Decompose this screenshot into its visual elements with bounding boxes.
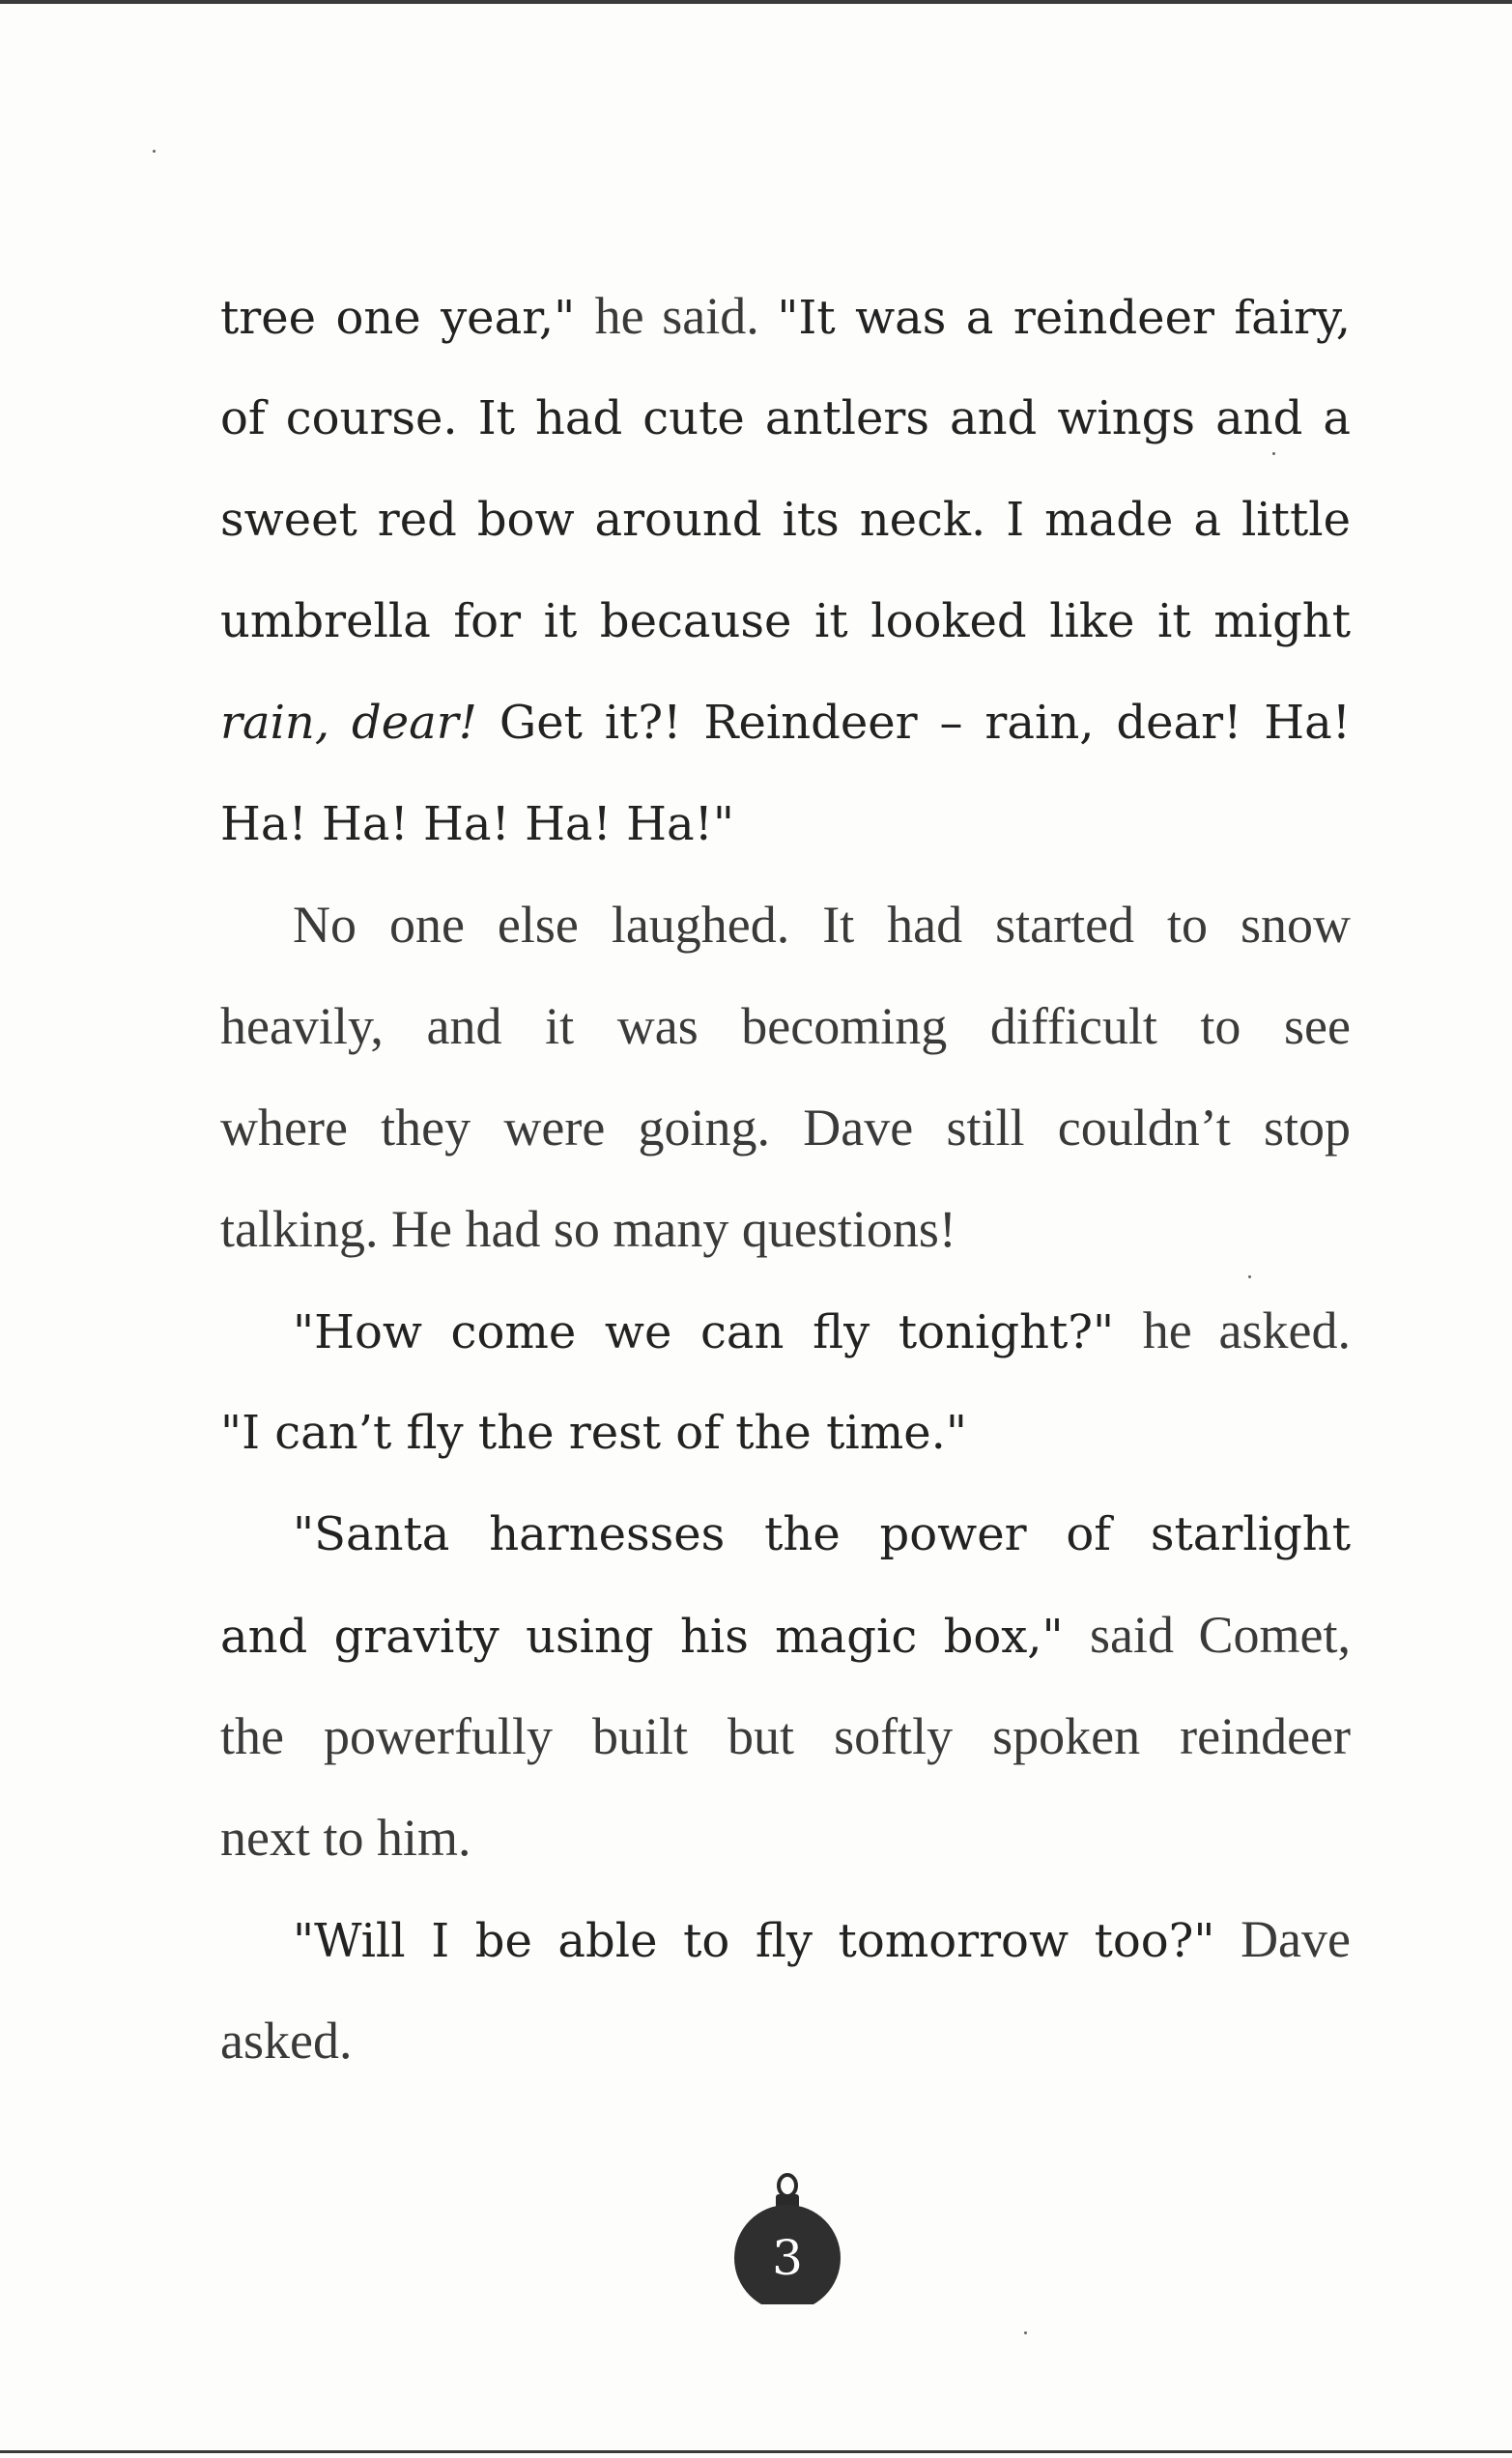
text-line <box>220 266 1351 367</box>
text-line <box>220 1585 1351 1686</box>
text-line <box>220 773 1351 874</box>
text-line <box>220 1179 1351 1280</box>
narration-text: where they were going. Dave still couldn’t stop <box>220 1099 1351 1157</box>
text-line <box>220 672 1351 773</box>
dialogue-text: "It was a reindeer fairy, <box>777 291 1351 345</box>
page-number: 3 <box>772 2230 803 2286</box>
dialogue-text: umbrella for it because it looked like it might <box>220 594 1351 648</box>
text-line <box>220 1077 1351 1179</box>
narration-text: said Comet, <box>1089 1606 1351 1664</box>
bottom-edge-line <box>0 2450 1512 2453</box>
dialogue-text: "I can’t fly the rest of the time." <box>220 1406 967 1460</box>
narration-text: the powerfully built but softly spoken reindeer <box>220 1707 1351 1765</box>
narration-text: he asked. <box>1142 1301 1352 1359</box>
narration-text: next to him. <box>220 1809 471 1867</box>
text-line <box>220 367 1351 469</box>
narration-text: asked. <box>220 2012 353 2070</box>
narration-text: he said. <box>594 287 778 345</box>
dialogue-text: tree one year," <box>220 291 595 345</box>
text-line <box>220 1990 1351 2092</box>
text-line <box>220 976 1351 1077</box>
narration-text: Dave <box>1241 1910 1351 1968</box>
body-text <box>220 266 1351 2092</box>
text-line <box>220 874 1351 976</box>
dialogue-text: Get it?! Reindeer – rain, dear! Ha! <box>476 696 1352 750</box>
print-speck <box>1272 452 1275 455</box>
text-line <box>220 1280 1351 1382</box>
text-line <box>220 1686 1351 1787</box>
text-line <box>220 1889 1351 1990</box>
dialogue-text: "How come we can fly tonight?" <box>293 1305 1143 1359</box>
print-speck <box>1024 2331 1027 2334</box>
narration-text: No one else laughed. It had started to snow <box>293 896 1351 954</box>
text-line <box>220 469 1351 570</box>
print-speck <box>153 150 156 153</box>
dialogue-text: of course. It had cute antlers and wings and a <box>220 391 1351 445</box>
dialogue-text: "Santa harnesses the power of starlight <box>293 1507 1351 1561</box>
dialogue-text: sweet red bow around its neck. I made a little <box>220 493 1351 547</box>
dialogue-text: and gravity using his magic box," <box>220 1610 1090 1664</box>
dialogue-text: Ha! Ha! Ha! Ha! Ha!" <box>220 797 734 851</box>
text-line <box>220 570 1351 672</box>
dialogue-text: "Will I be able to fly tomorrow too?" <box>293 1914 1241 1968</box>
print-speck <box>1248 1275 1251 1278</box>
text-line <box>220 1382 1351 1483</box>
narration-text: heavily, and it was becoming difficult to see <box>220 997 1351 1055</box>
text-line <box>220 1787 1351 1889</box>
top-edge-line <box>0 0 1512 4</box>
text-line <box>220 1483 1351 1585</box>
dialogue-text: rain, dear! <box>220 696 477 750</box>
narration-text: talking. He had so many questions! <box>220 1200 956 1258</box>
